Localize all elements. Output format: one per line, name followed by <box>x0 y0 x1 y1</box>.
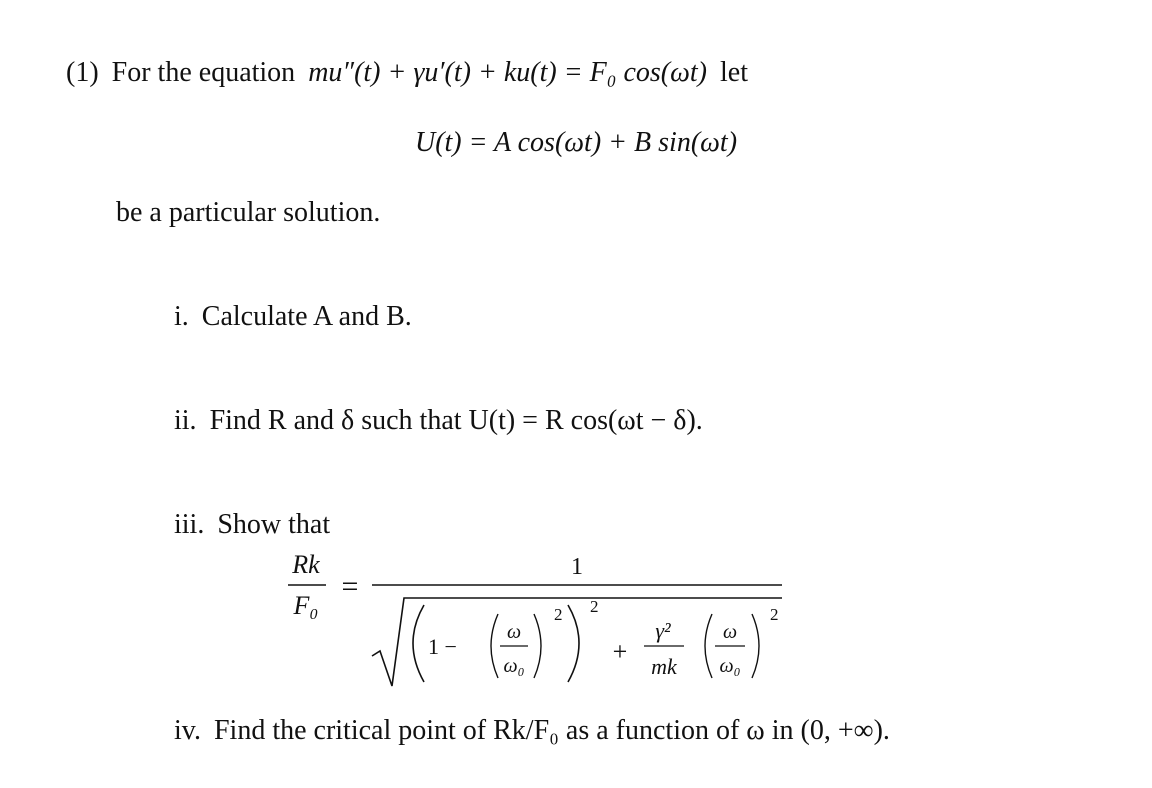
second-left-paren <box>705 614 712 678</box>
part-i <box>174 300 412 334</box>
inner-right-paren <box>534 614 541 678</box>
omega-numerator-2: ω <box>722 621 738 643</box>
ode-equation: mu″(t) + γu′(t) + ku(t) = F₀ cos(ωt) <box>308 57 707 88</box>
part-label: iv. <box>174 715 201 746</box>
particular-solution: U(t) = A cos(ωt) + B sin(ωt) <box>414 127 738 158</box>
one-minus: 1 − <box>428 634 457 659</box>
be-particular-line <box>116 196 380 230</box>
problem-intro: For the equation <box>111 57 296 88</box>
part-text: Calculate A and B. <box>201 301 412 332</box>
part-label: ii. <box>174 405 197 436</box>
lhs-numerator: Rk <box>292 550 320 579</box>
gamma-squared: γ² <box>655 618 671 643</box>
inner-left-paren <box>491 614 498 678</box>
second-right-paren <box>752 614 759 678</box>
part-iv <box>174 714 890 748</box>
lhs-denominator: F₀ <box>293 591 319 620</box>
second-exponent: 2 <box>770 605 779 624</box>
rhs-numerator: 1 <box>571 554 583 580</box>
part-text: Find R and δ such that U(t) = R cos(ωt − δ). <box>209 405 703 436</box>
inner-exponent: 2 <box>554 605 563 624</box>
part-text: Show that <box>217 509 331 540</box>
part-text: Find the critical point of Rk/F₀ as a function of ω in (0, +∞). <box>213 715 890 746</box>
part-label: i. <box>174 301 189 332</box>
omega-numerator: ω <box>506 621 522 643</box>
omega0-denominator: ω₀ <box>503 655 525 677</box>
part-label: iii. <box>174 509 205 540</box>
part-ii <box>174 404 703 438</box>
problem-intro-suffix: let <box>719 57 748 88</box>
problem-number: (1) <box>66 57 99 88</box>
outer-left-paren <box>413 605 424 682</box>
equals-sign: = <box>341 570 359 603</box>
mk-denominator: mk <box>651 654 677 679</box>
omega0-denominator-2: ω₀ <box>719 655 741 677</box>
be-particular-text: be a particular solution. <box>116 197 381 228</box>
problem-line <box>66 56 748 90</box>
plus-sign: + <box>612 637 628 666</box>
particular-solution-eq <box>0 126 1152 160</box>
outer-right-paren <box>568 605 579 682</box>
part-iii <box>174 508 330 542</box>
outer-exponent: 2 <box>590 597 599 616</box>
sqrt-symbol <box>372 598 782 686</box>
